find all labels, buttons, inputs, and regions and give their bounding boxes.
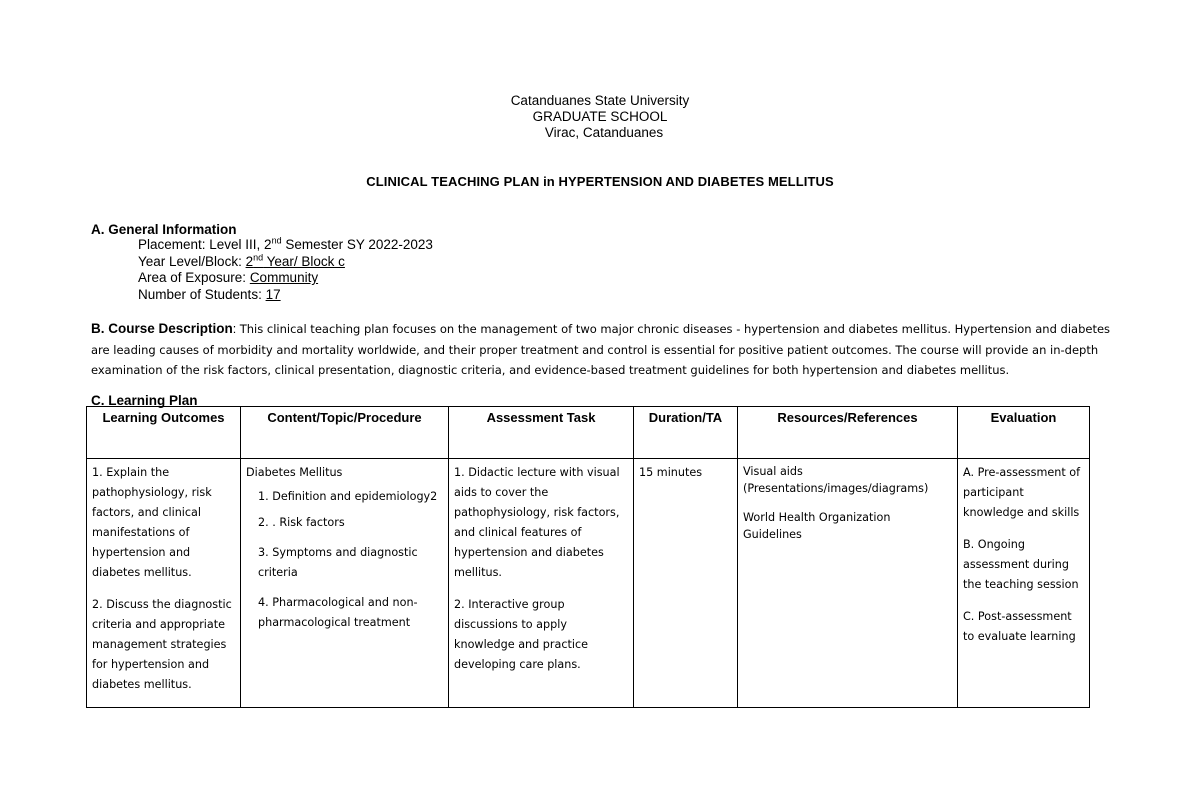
column-header: Evaluation (958, 407, 1090, 459)
column-header: Assessment Task (449, 407, 634, 459)
school-location: Virac, Catanduanes (544, 125, 664, 140)
column-header: Duration/TA (634, 407, 738, 459)
number-of-students-line: Number of Students: 17 (138, 286, 281, 302)
general-information-heading: A. General Information (91, 222, 237, 237)
content-item: 4. Pharmacological and non-pharmacological treatment (258, 596, 418, 629)
learning-plan-table (86, 406, 1090, 708)
area-of-exposure-line: Area of Exposure: Community (138, 270, 319, 285)
document-header (0, 93, 1200, 141)
column-header: Content/Topic/Procedure (241, 407, 449, 459)
column-header: Learning Outcomes (87, 407, 241, 459)
evaluation-item: C. Post-assessment to evaluate learning (963, 610, 1076, 643)
table-row (87, 459, 1090, 708)
evaluation-cell (958, 459, 1090, 708)
content-item: 1. Definition and epidemiology2 (258, 490, 438, 503)
assessment-task: 1. Didactic lecture with visual aids to cover the pathophysiology, risk factors, and clinical features of hypertension and diabetes mellitus. (454, 466, 620, 579)
duration-value: 15 minutes (639, 466, 703, 479)
column-header: Resources/References (738, 407, 958, 459)
resources-cell (738, 459, 958, 708)
learning-outcome: 2. Discuss the diagnostic criteria and appropriate management strategies for hypertension and diabetes mellitus. (92, 598, 232, 691)
year-level-line: Year Level/Block: 2nd Year/ Block c (138, 252, 345, 269)
area-of-exposure-value: Community (249, 270, 319, 285)
learning-plan-heading: C. Learning Plan (91, 393, 198, 408)
content-cell (241, 459, 449, 708)
course-description-section: B. Course Description: This clinical teaching plan focuses on the management of two major chronic diseases - hypertension and diabetes mellitus. Hypertension and diabetes are leading causes of morbidity and mortality worldwide, and their proper treatment and control is essential for positive patient outcomes. The course will provide an in-depth examination of the risk factors, clinical presentation, diagnostic criteria, and evidence-based treatment guidelines for both hypertension and diabetes mellitus. (91, 321, 1111, 377)
content-item: 2. . Risk factors (258, 516, 345, 529)
evaluation-item: B. Ongoing assessment during the teaching session (963, 538, 1079, 591)
evaluation-item: A. Pre-assessment of participant knowledge and skills (963, 466, 1081, 519)
university-name: Catanduanes State University (510, 93, 690, 108)
assessment-cell (449, 459, 634, 708)
school-name: GRADUATE SCHOOL (532, 109, 668, 124)
general-information-section (91, 222, 433, 303)
course-description-heading: B. Course Description (91, 321, 233, 336)
resource-item: Visual aids (Presentations/images/diagrams) (743, 465, 929, 495)
learning-outcome: 1. Explain the pathophysiology, risk factors, and clinical manifestations of hypertension and diabetes mellitus. (92, 466, 212, 579)
placement-line: Placement: Level III, 2nd Semester SY 2022-2023 (138, 235, 433, 252)
learning-outcomes-cell (87, 459, 241, 708)
table-header-row (87, 407, 1090, 459)
course-description-text: This clinical teaching plan focuses on the management of two major chronic diseases - hypertension and diabetes mellitus. Hypertension and diabetes are leading causes of morbidity and mortality worldwide, and their proper treatment and control is essential for positive patient outcomes. The course will provide an in-depth examination of the risk factors, clinical presentation, diagnostic criteria, and evidence-based treatment guidelines for both hypertension and diabetes mellitus. (91, 322, 1111, 377)
number-of-students-value: 17 (265, 286, 281, 302)
duration-cell (634, 459, 738, 708)
content-title: Diabetes Mellitus (246, 466, 343, 479)
document-title: CLINICAL TEACHING PLAN in HYPERTENSION AND DIABETES MELLITUS (366, 174, 834, 189)
year-level-value: 2nd Year/ Block c (245, 252, 345, 269)
assessment-task: 2. Interactive group discussions to apply knowledge and practice developing care plans. (454, 598, 589, 671)
resource-item: World Health Organization Guidelines (743, 511, 891, 541)
content-item: 3. Symptoms and diagnostic criteria (258, 546, 418, 579)
